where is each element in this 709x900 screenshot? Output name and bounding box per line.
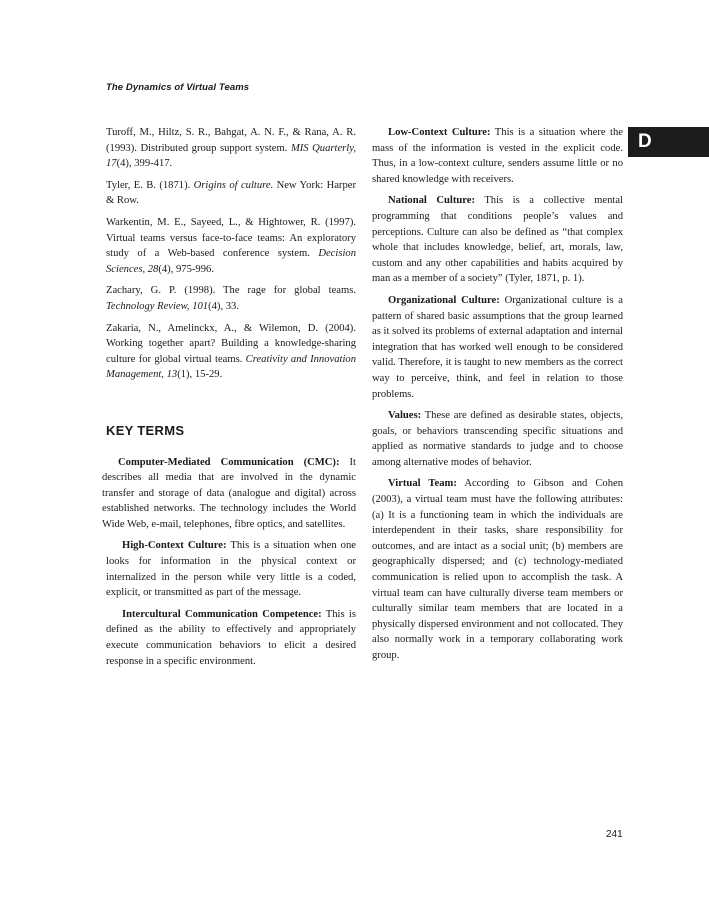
term-definition: High-Context Culture: This is a situation when one looks for information in the physical context or internalized in the person while very little is a coded, explicit, or transmitted as part of the message. bbox=[106, 540, 356, 599]
key-terms-heading: KEY TERMS bbox=[106, 422, 185, 438]
term-definition: National Culture: This is a collective mental programming that conditions people’s values and perceptions. Culture can also be defined as “that complex whole that includes knowledge, belief, art, morals, law, custom and any other capabilities and habits acquired by man as a member of a society” (Tyler, 1871, p. 1). bbox=[372, 195, 623, 285]
term-definition: Intercultural Communication Competence: This is defined as the ability to effectively and appropriately execute communication behaviors to elicit a desired response in a specific environment. bbox=[106, 608, 356, 667]
left-column bbox=[102, 125, 356, 675]
term-definition: Virtual Team: According to Gibson and Cohen (2003), a virtual team must have the following attributes: (a) It is a functioning team in which the individuals are interdependent in their tasks, share responsibility for outcomes, and are intact as a social unit; (b) members are geographically dispersed; and (c) technology-mediated communication is relied upon to accomplish the task. A virtual team can have culturally diverse team members or culturally similar team members that are located in a physically dispersed environment and not collocated. They also normally work in a temporary collaborating work group. bbox=[372, 478, 623, 661]
reference-entry: Tyler, E. B. (1871). Origins of culture. New York: Harper & Row. bbox=[106, 179, 356, 207]
right-column bbox=[372, 125, 623, 670]
reference-entry: Zakaria, N., Amelinckx, A., & Wilemon, D. (2004). Working together apart? Building a knowledge-sharing culture for global virtual teams. Creativity and Innovation Management, 13(1), 15-29. bbox=[106, 322, 356, 381]
term-definition: Organizational Culture: Organizational culture is a pattern of shared basic assumptions that the group learned as it solved its problems of external adaptation and internal integration that has worked well enough to be considered valid. Therefore, it is taught to new members as the correct way to perceive, think, and feel in relation to those problems. bbox=[372, 294, 623, 400]
reference-entry: Zachary, G. P. (1998). The rage for global teams. Technology Review, 101(4), 33. bbox=[106, 285, 356, 312]
reference-entry: Turoff, M., Hiltz, S. R., Bahgat, A. N. F., & Rana, A. R. (1993). Distributed group support system. MIS Quarterly, 17(4), 399-417. bbox=[106, 127, 356, 170]
page-number: 241 bbox=[606, 829, 623, 840]
term-definition: Values: These are defined as desirable states, objects, goals, or behaviors transcending specific situations and applied as normative standards to judge and to choose among alternative modes of behavior. bbox=[372, 410, 623, 468]
section-tab: D bbox=[628, 127, 709, 157]
running-head: The Dynamics of Virtual Teams bbox=[106, 82, 250, 93]
key-terms-list bbox=[102, 455, 356, 670]
reference-entry: Warkentin, M. E., Sayeed, L., & Hightower, R. (1997). Virtual teams versus face-to-face teams: An exploratory study of a Web-based conference system. Decision Sciences, 28(4), 975-996. bbox=[106, 216, 356, 275]
term-definition: Low-Context Culture: This is a situation where the mass of the information is vested in the explicit code. Thus, in a low-context culture, senders assume little or no shared knowledge with receivers. bbox=[372, 127, 623, 185]
term-definition: Computer-Mediated Communication (CMC): It describes all media that are involved in the dynamic transfer and storage of data (analogue and digital) across established networks. The technology includes the World Wide Web, e-mail, telephones, fibre optics, and satellites. bbox=[102, 456, 356, 530]
